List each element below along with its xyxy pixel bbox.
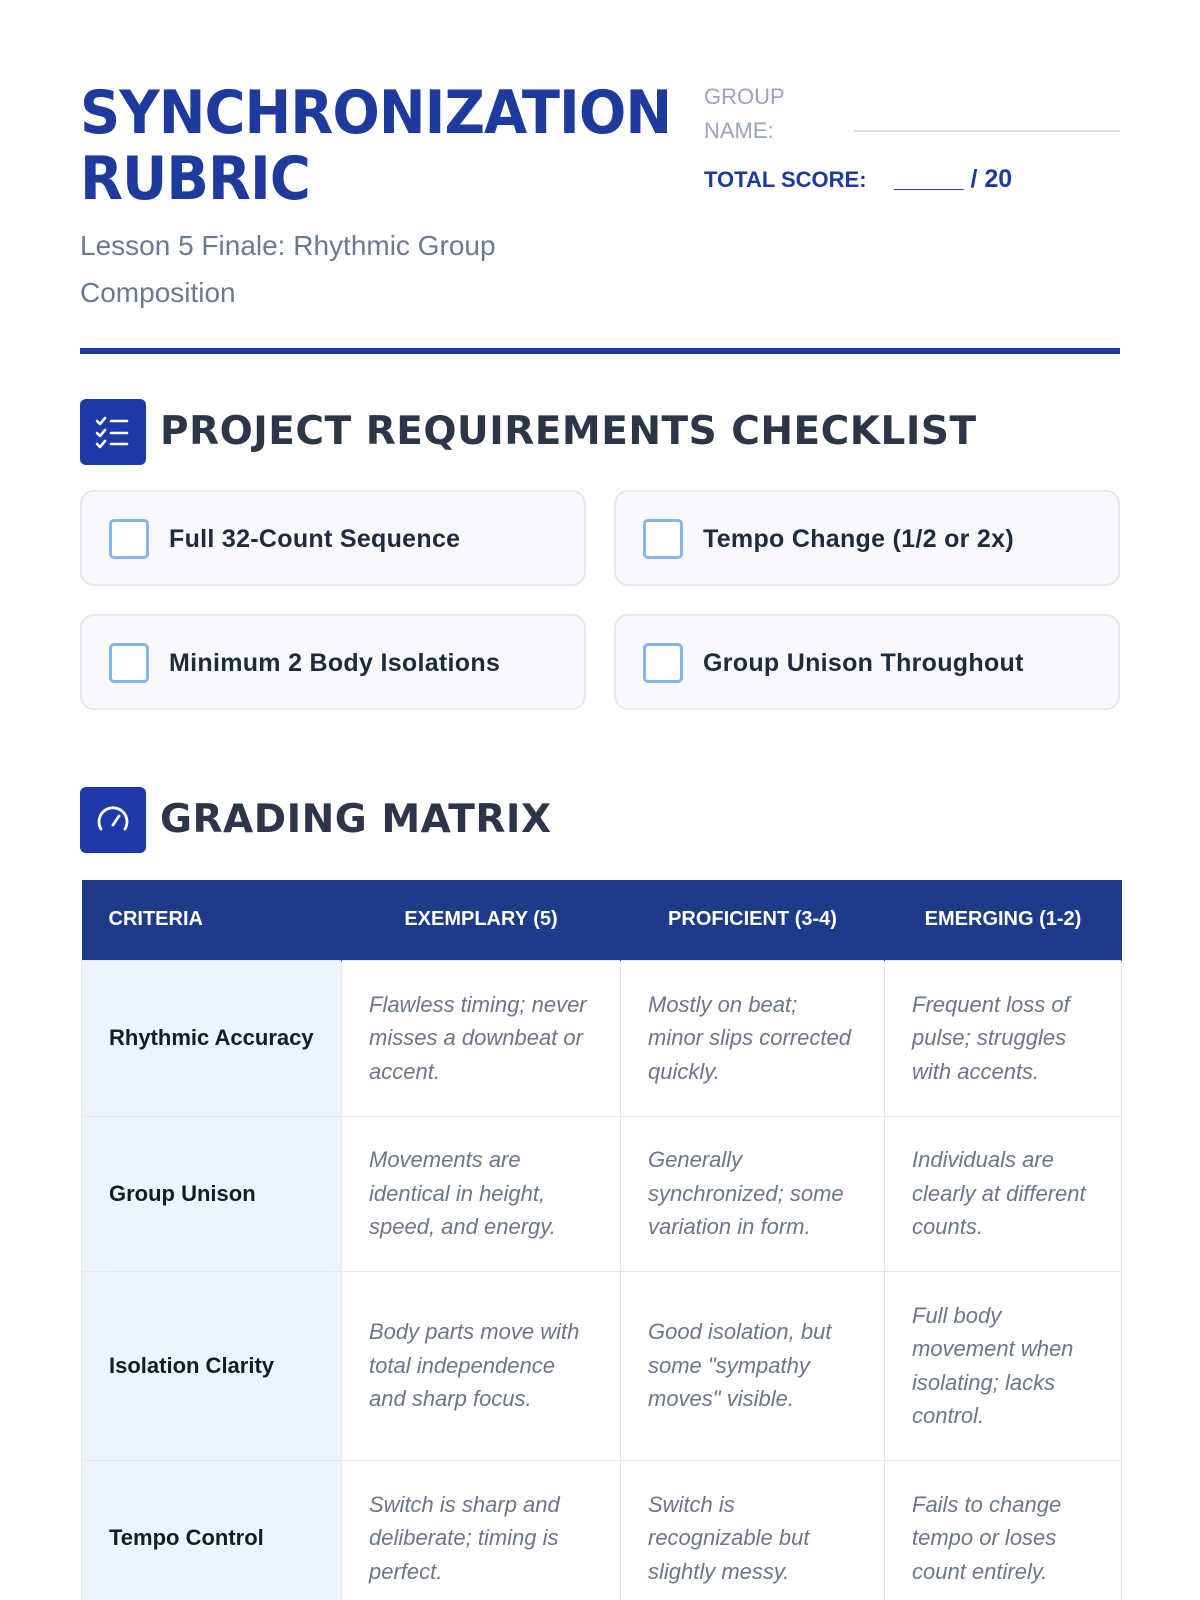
matrix-title: GRADING MATRIX [160, 797, 552, 842]
checklist-item[interactable] [80, 490, 586, 586]
group-name-label: GROUP NAME: [704, 84, 785, 143]
checklist-icon [80, 399, 146, 465]
table-row [82, 1271, 1122, 1460]
emerging-cell: Fails to change tempo or loses count entirely. [885, 1460, 1122, 1600]
matrix-section-header [80, 787, 1120, 853]
criteria-cell: Rhythmic Accuracy [82, 960, 342, 1116]
proficient-cell: Mostly on beat; minor slips corrected quickly. [621, 960, 885, 1116]
group-name-field[interactable] [854, 130, 1120, 132]
checklist-item-label: Full 32-Count Sequence [169, 525, 461, 553]
total-score-value[interactable]: _____ / 20 [894, 165, 1013, 193]
rubric-header [80, 80, 1120, 354]
emerging-cell: Individuals are clearly at different counts. [885, 1116, 1122, 1271]
page-subtitle: Lesson 5 Finale: Rhythmic Group Composition [80, 230, 496, 308]
criteria-cell: Isolation Clarity [82, 1271, 342, 1460]
gauge-icon [80, 787, 146, 853]
checklist-item-label: Group Unison Throughout [703, 649, 1024, 677]
checkbox[interactable] [643, 519, 683, 559]
exemplary-cell: Flawless timing; never misses a downbeat or accent. [342, 960, 621, 1116]
page-title [80, 78, 672, 214]
column-header-exemplary: EXEMPLARY (5) [342, 880, 621, 960]
checkbox[interactable] [109, 519, 149, 559]
criteria-cell: Tempo Control [82, 1460, 342, 1600]
column-header-emerging: EMERGING (1-2) [885, 880, 1122, 960]
proficient-cell: Switch is recognizable but slightly messy. [621, 1460, 885, 1600]
checkbox[interactable] [109, 643, 149, 683]
emerging-cell: Full body movement when isolating; lacks control. [885, 1271, 1122, 1460]
title-block [80, 80, 690, 316]
checklist-icon-glyph [93, 412, 133, 452]
checklist-item[interactable] [614, 614, 1120, 710]
checklist-item-label: Tempo Change (1/2 or 2x) [703, 525, 1014, 553]
checkbox[interactable] [643, 643, 683, 683]
grading-matrix-table [81, 880, 1122, 1600]
exemplary-cell: Movements are identical in height, speed, and energy. [342, 1116, 621, 1271]
total-score-label: TOTAL SCORE: [704, 167, 867, 192]
column-header-proficient: PROFICIENT (3-4) [621, 880, 885, 960]
table-row [82, 1460, 1122, 1600]
emerging-cell: Frequent loss of pulse; struggles with accents. [885, 960, 1122, 1116]
proficient-cell: Good isolation, but some "sympathy moves" visible. [621, 1271, 885, 1460]
criteria-cell: Group Unison [82, 1116, 342, 1271]
header-divider [80, 348, 1120, 354]
title-text: SYNCHRONIZATION RUBRIC [80, 78, 672, 214]
gauge-icon-glyph [93, 800, 133, 840]
table-row [82, 1116, 1122, 1271]
exemplary-cell: Switch is sharp and deliberate; timing is perfect. [342, 1460, 621, 1600]
checklist-section-header [80, 399, 1120, 465]
checklist-title: PROJECT REQUIREMENTS CHECKLIST [160, 409, 977, 454]
checklist-item[interactable] [614, 490, 1120, 586]
proficient-cell: Generally synchronized; some variation in form. [621, 1116, 885, 1271]
exemplary-cell: Body parts move with total independence and sharp focus. [342, 1271, 621, 1460]
table-header-row [82, 880, 1122, 960]
checklist-item-label: Minimum 2 Body Isolations [169, 649, 501, 677]
column-header-criteria: CRITERIA [82, 880, 342, 960]
table-row [82, 960, 1122, 1116]
checklist-item[interactable] [80, 614, 586, 710]
